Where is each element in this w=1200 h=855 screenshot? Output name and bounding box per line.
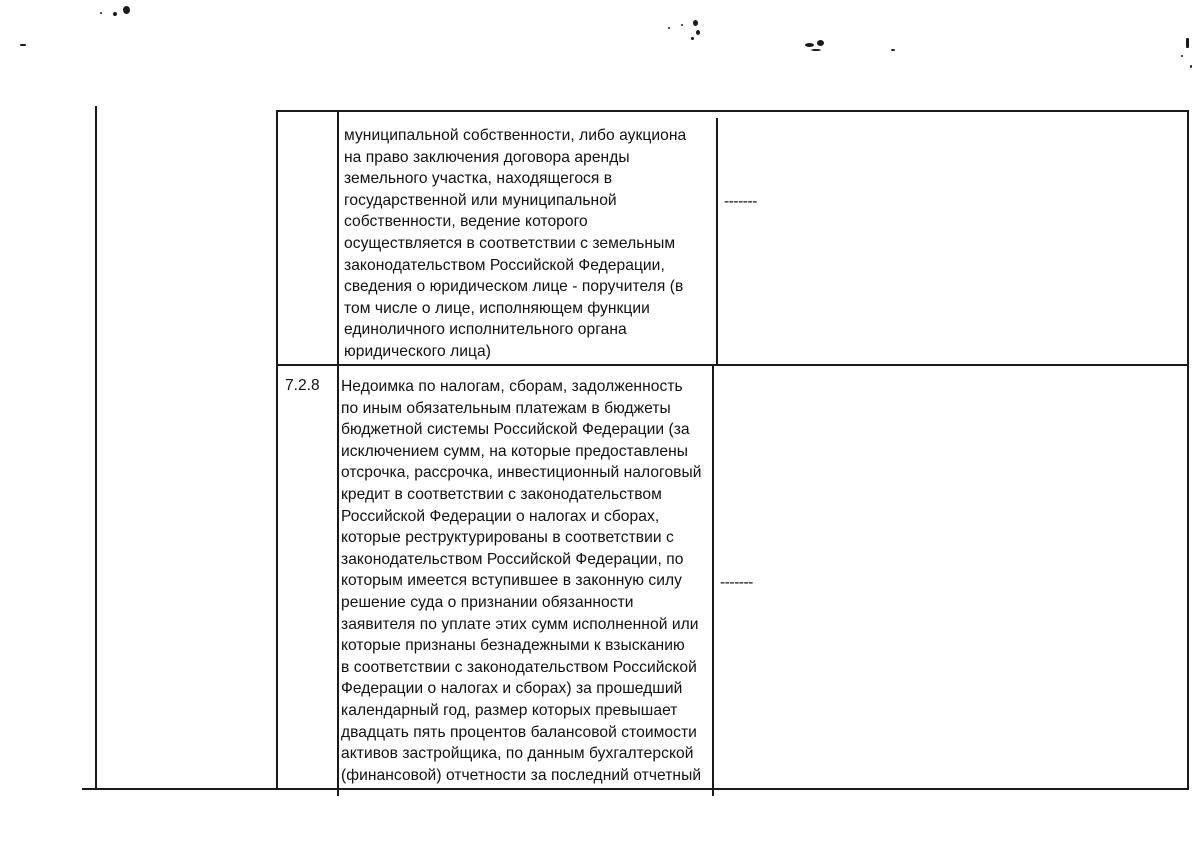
text-line: муниципальной собственности, либо аукциона — [344, 127, 687, 144]
text-line: законодательством Российской Федерации, по — [341, 550, 684, 568]
table-col-divider — [337, 110, 339, 796]
text-line: Федерации о налогах и сборах) за прошедший — [341, 680, 683, 698]
text-line: единоличного исполнительного органа — [344, 321, 627, 339]
table-row-divider — [276, 364, 1188, 366]
table-col-divider — [716, 118, 718, 364]
text-line: которые реструктурированы в соответствии с — [341, 529, 674, 547]
text-line: том числе о лице, исполняющем функции — [344, 299, 650, 317]
text-line: по иным обязательным платежам в бюджеты — [341, 399, 671, 417]
text-line: законодательством Российской Федерации, — [344, 256, 665, 274]
text-line: сведения о юридическом лице - поручителя (в — [344, 278, 684, 296]
scan-speck — [668, 27, 670, 29]
scan-speck — [1190, 65, 1192, 68]
text-line: осуществляется в соответствии с земельным — [344, 234, 676, 252]
scan-speck — [681, 24, 683, 26]
text-line: активов застройщика, по данным бухгалтерской — [341, 745, 694, 763]
text-line: двадцать пять процентов балансовой стоимости — [341, 723, 697, 741]
table-right-border — [1187, 110, 1189, 790]
scan-speck — [891, 49, 895, 51]
scan-speck — [817, 40, 824, 46]
row-number: 7.2.8 — [285, 377, 320, 394]
text-line: кредит в соответствии с законодательством — [341, 485, 662, 503]
text-line: (финансовой) отчетности за последний отчетный — [341, 766, 702, 784]
row-description — [341, 376, 702, 786]
table-top-border — [276, 110, 1188, 112]
row-value: ------- — [724, 193, 757, 210]
text-line: на право заключения договора аренды — [344, 148, 630, 166]
row-description — [344, 125, 686, 363]
text-line: исключением сумм, на которые предоставлены — [341, 442, 689, 460]
text-line: которые признаны безнадежными к взысканию — [341, 637, 685, 655]
text-line: отсрочка, рассрочка, инвестиционный налоговый — [341, 464, 702, 482]
table-bottom-border — [82, 788, 1188, 790]
scan-speck — [113, 12, 117, 16]
text-line: решение суда о признании обязанности — [341, 593, 634, 611]
table-col-divider — [712, 364, 714, 796]
text-line: которым имеется вступившее в законную силу — [341, 572, 683, 590]
text-line: Российской Федерации о налогах и сборах, — [341, 507, 660, 525]
scan-speck — [1181, 55, 1183, 57]
scan-speck — [805, 43, 814, 47]
scan-speck — [123, 6, 130, 14]
scan-speck — [20, 44, 26, 46]
text-line: государственной или муниципальной — [344, 191, 617, 209]
text-line: календарный год, размер которых превышает — [341, 701, 678, 719]
row-value: ------- — [720, 574, 753, 591]
text-line: бюджетной системы Российской Федерации (за — [341, 421, 690, 439]
scan-speck — [811, 49, 821, 51]
scan-speck — [100, 12, 102, 14]
text-line: в соответствии с законодательством Российской — [341, 658, 697, 676]
text-line: заявителя по уплате этих сумм исполненной или — [341, 615, 699, 633]
scan-speck — [691, 37, 694, 40]
table-col-divider — [276, 110, 278, 790]
text-line: собственности, ведение которого — [344, 213, 588, 231]
text-line: юридического лица) — [344, 342, 492, 360]
scan-speck — [696, 30, 700, 35]
table-left-border — [95, 106, 97, 788]
text-line: Недоимка по налогам, сборам, задолженность — [341, 378, 683, 395]
scan-speck — [693, 20, 698, 26]
scan-speck — [1186, 38, 1189, 48]
text-line: земельного участка, находящегося в — [344, 170, 613, 188]
